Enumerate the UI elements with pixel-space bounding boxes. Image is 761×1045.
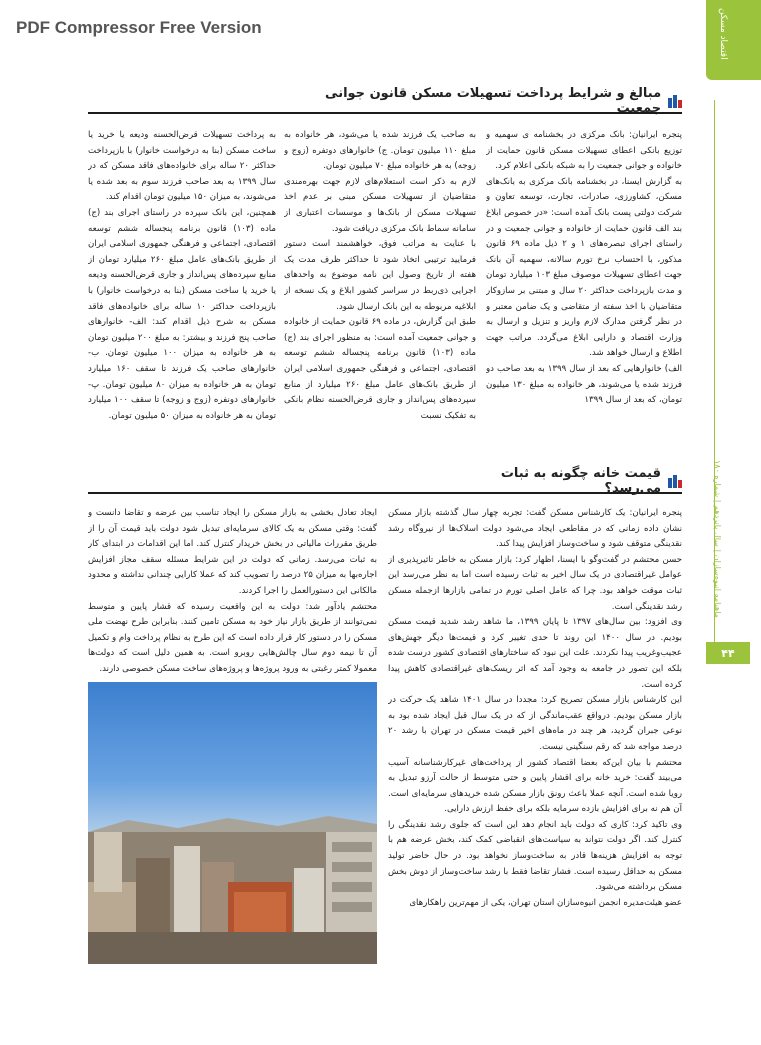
section1-title-text: مبالغ و شرایط پرداخت تسهیلات مسکن قانون جوانی جمعیت [325, 86, 662, 116]
paragraph: به گزارش ایسنا، در بخشنامه بانک مرکزی به بانک‌های مسکن، کشاورزی، صادرات، تجارت، توسعه تعاون و شرکت دولتی پست بانک آمده است: «در خصوص ابلاغ بند الف قانون حمایت از خانواده و جوانی جمعیت و در راستای اجرای تبصره‌های ۱ و ۲ ذیل ماده ۶۹ قانون مذکور، با احتساب نرخ تورم سالانه، سهمیه آن بانک جهت اعطای تسهیلات موصوف مبلغ ۱۰۳ میلیارد تومان و مدت بازپرداخت حداکثر ۲۰ سال و مبتنی بر سازوکار متقاضیان با اخذ سفته از متقاضی و یک ضامن معتبر و در نظر گرفتن مدارک لازم واریز و تنزیل و ارسال به وزارت اقتصاد و دارایی ابلاغ می‌گردد. مراتب جهت اطلاع و ارسال خواهد شد. [486, 176, 682, 359]
paragraph: ایجاد تعادل بخشی به بازار مسکن را ایجاد تناسب بین عرضه و تقاضا دانست و گفت: وقتی مسکن به یک کالای سرمایه‌ای تبدیل شود دولت باید قیمت آن را از طریق مقررات مالیاتی در بخش خریدار کنترل کند. اما این اقدامات در ابتدای کار به ثبات می‌رسد. زمانی که دولت در این شرایط مسئله سقف مجاز افزایش اجاره‌بها به میزان ۲۵ درصد را تصویب کند که عملا کارایی چندانی نداشته و محدود مالکانی این دستورالعمل را اجرا کردند. [88, 508, 377, 596]
paragraph: وی تاکید کرد: کاری که دولت باید انجام دهد این است که جلوی رشد نقدینگی را کنترل کند. اگر دولت نتواند به سیاست‌های انقباضی کمک کند، بخش عرضه هم با توجه به افزایش هزینه‌ها قادر به ساخت‌وساز نخواهد بود. در حال حاضر تولید مسکن به حداقل رسیده است. فشار تقاضا فقط با رشد ساخت‌وساز از دوش بخش مسکن برداشته می‌شود. [388, 819, 682, 893]
paragraph: الف) خانوارهایی که بعد از سال ۱۳۹۹ به بعد صاحب دو فرزند شده یا می‌شوند، هر خانواده به مبلغ ۱۳۰ میلیون تومان، که بعد از سال ۱۳۹۹ [486, 363, 682, 406]
watermark: PDF Compressor Free Version [16, 18, 262, 37]
section1-col-right [486, 128, 682, 458]
bar-chart-icon [666, 474, 682, 488]
issue-info: ماهنامه انبوه‌سازان | سال پانزدهم | شماره ۱۸۰ [713, 460, 722, 618]
paragraph: این کارشناس بازار مسکن تصریح کرد: مجددا در سال ۱۴۰۱ شاهد یک حرکت در بازار مسکن بودیم. درواقع عقب‌ماندگی از که در یک سال قبل ایجاد شده بود به نوعی جبران گردید، هر چند در ماه‌های اخیر قیمت مسکن در تهران با رشد ۲۰ درصد مواجه شد که رقم سنگینی نیست. [388, 695, 682, 752]
city-skyline-photo [88, 682, 377, 964]
section2-title [440, 466, 682, 496]
paragraph: طبق این گزارش، در ماده ۶۹ قانون حمایت از خانواده و جوانی جمعیت آمده است: به منظور اجرای بند (ج) ماده (۱۰۳) قانون برنامه پنجساله ششم توسعه اقتصادی، اجتماعی و فرهنگی جمهوری اسلامی ایران از طریق بانک‌های عامل مبلغ ۲۶۰ میلیارد از منابع سپرده‌های پس‌انداز و جاری قرض‌الحسنه نظام بانکی به تفکیک نسبت [284, 317, 476, 421]
city-skyline-illustration [88, 682, 377, 964]
section2-title-text: قیمت خانه چگونه به ثبات می‌رسد؟ [500, 466, 662, 496]
paragraph: همچنین، این بانک سپرده در راستای اجرای بند (ج) ماده (۱۰۳) قانون برنامه پنجساله ششم توسعه اقتصادی، اجتماعی و فرهنگی جمهوری اسلامی ایران از طریق بانک‌های عامل مبلغ ۲۶۰ میلیارد تومان از منابع سپرده‌های پس‌انداز و جاری قرض‌الحسنه ودیعه یا خرید یا ساخت مسکن (بنا به درخواست خانوار) با بازپرداخت حداکثر ۱۰ ساله برای خانواده‌های فاقد مسکن به شرح ذیل اقدام کند: الف- خانوارهای صاحب پنج فرزند و بیشتر: به مبلغ ۲۰۰ میلیون تومان به هر خانواده به میزان ۱۰۰ میلیون تومان. ب- خانوارهای صاحب یک فرزند تا سقف ۱۶۰ میلیارد تومان به هر خانواده به میزان ۸۰ میلیون تومان. پ- خانوارهای دونفره (زوج و زوجه) تا سقف ۱۰۰ میلیارد تومان به هر خانواده به میزان ۵۰ میلیون تومان. [88, 207, 276, 421]
paragraph: محتشم با بیان این‌که بعضا اقتصاد کشور از پرداخت‌های غیرکارشناسانه آسیب می‌بیند گفت: خرید خانه برای اقشار پایین و حتی متوسط از حالت آرزو تبدیل به رویا شده است. آنچه عملا باعث رونق بازار مسکن شده خریدهای سرمایه‌ای است. آن هم نه برای افزایش بازده سرمایه بلکه برای حفظ ارزش دارایی. [388, 757, 682, 815]
side-bar [706, 0, 761, 1045]
paragraph: وی افزود: بین سال‌های ۱۳۹۷ تا پایان ۱۳۹۹، ما شاهد رشد شدید قیمت مسکن بودیم. در سال ۱۴۰۰ این روند تا حدی تغییر کرد و قیمت‌ها دیگر جهش‌های عجیب‌وغریب پیدا نکردند. علت این نبود که ساختارهای اقتصادی کشور درست شده بلکه این تصور در جامعه به وجود آمد که اثر ریسک‌های غیراقتصادی کاهش پیدا کرده است. [388, 617, 682, 690]
paragraph: با عنایت به مراتب فوق، خواهشمند است دستور فرمایید ترتیبی اتخاذ شود تا حداکثر ظرف مدت یک هفته از تاریخ وصول این نامه موضوع به واحدهای اجرایی ذی‌ربط در سراسر کشور ابلاغ و یک نسخه از ابلاغیه مربوطه به این بانک ارسال شود. [284, 239, 476, 312]
paragraph: پنجره ایرانیان: یک کارشناس مسکن گفت: تجربه چهار سال گذشته بازار مسکن نشان داده زمانی که در مقاطعی ایجاد می‌شود دولت اسلاک‌ها از نیروگاه رشد نقدینگی متوقف شود و ساخت‌وساز افزایش پیدا کند. [388, 508, 682, 550]
section-tab [706, 0, 761, 80]
section2-col-right [388, 506, 682, 966]
section-tab-label: اقتصاد مسکن [718, 8, 728, 60]
paragraph: به صاحب یک فرزند شده یا می‌شود، هر خانواده به مبلغ ۱۱۰ میلیون تومان. ج) خانوارهای دوتفره (زوج و زوجه) به هر خانواده مبلغ ۷۰ میلیون تومان. [284, 130, 476, 172]
paragraph: پنجره ایرانیان: بانک مرکزی در بخشنامه ی سهمیه و توزیع بانکی اعطای تسهیلات مسکن قانون حمایت از خانواده و جوانی جمعیت را به شبکه بانکی اعلام کرد. [486, 130, 682, 172]
page-number: ۴۴ [706, 642, 750, 664]
section1-title [280, 86, 682, 116]
section1-col-left [88, 128, 276, 464]
paragraph: عضو هیئت‌مدیره انجمن انبوه‌سازان استان تهران، یکی از مهم‌ترین راهکارهای [409, 897, 682, 908]
paragraph: به پرداخت تسهیلات قرض‌الحسنه ودیعه یا خرید یا ساخت مسکن (بنا به درخواست خانوار) با بازپرداخت حداکثر ۲۰ ساله برای خانواده‌های فاقد مسکن که در سال ۱۳۹۹ به بعد صاحب فرزند سوم به بعد شده یا می‌شوند، به میزان ۱۵۰ میلیون تومان اقدام کند. [88, 130, 276, 203]
paragraph: حسن محتشم در گفت‌وگو با ایسنا، اظهار کرد: بازار مسکن به خاطر تاثیرپذیری از عوامل غیراقتصادی در یک سال اخیر به ثبات رسیده است اما به نظر می‌رسد این ثبات موقت خواهد بود. چرا که عامل اصلی تورم در تمامی بازارها ازجمله مسکن رشد نقدینگی است. [388, 554, 682, 612]
paragraph: محتشم یادآور شد: دولت به این واقعیت رسیده که قشار پایین و متوسط نمی‌توانند از طریق بازار نیاز خود به مسکن تامین کنند. بنابراین طرح نهضت ملی مسکن را در دستور کار قرار داده است که این طرح به نظام پرداخت وام و تکمیل آن تا نیمه دوم سال چالش‌هایی روبرو است. به همین دلیل است که دولت‌ها معمولا کمتر رغبتی به ورود پروژه‌ها و پروژه‌های ساخت مسکن خصوصی دارند. [88, 601, 377, 674]
bar-chart-icon [666, 94, 682, 108]
section1-col-middle [284, 128, 476, 464]
paragraph: لازم به ذکر است استعلام‌های لازم جهت بهره‌مندی متقاضیان از تسهیلات مسکن مبنی بر عدم اخذ تسهیلات مسکن از بانک‌ها و موسسات اعتباری از سامانه سماط بانک مرکزی دریافت شود. [284, 176, 476, 234]
section2-col-left [88, 506, 377, 676]
